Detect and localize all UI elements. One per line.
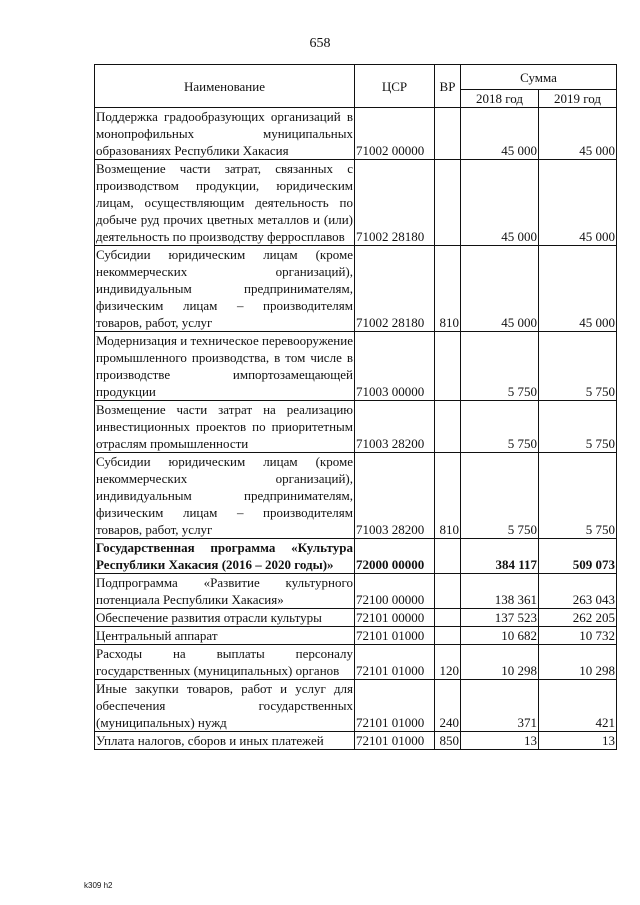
table-row [95,627,617,645]
cell-vr [435,609,461,627]
cell-name: Государственная программа «Культура Республики Хакасия (2016 – 2020 годы)» [96,540,353,572]
cell-2018: 45 000 [461,108,539,160]
cell-2019: 262 205 [539,609,617,627]
page-number: 658 [309,36,331,51]
cell-2018: 10 682 [461,627,539,645]
cell-2019: 5 750 [539,453,617,539]
cell-2019: 421 [539,680,617,732]
cell-2019: 10 298 [539,645,617,680]
cell-2018: 13 [461,732,539,750]
cell-name: Возмещение части затрат, связанных с производством продукции, юридическим лицам, осуществляющим деятельность по добыче руд прочих цветных металлов и (или) деятельность по производству ферросплавов [96,161,353,244]
cell-2018: 5 750 [461,401,539,453]
cell-2019: 13 [539,732,617,750]
cell-vr [435,539,461,574]
cell-vr: 810 [435,246,461,332]
cell-vr: 810 [435,453,461,539]
table-row [95,609,617,627]
cell-vr: 120 [435,645,461,680]
table-row [95,453,617,539]
cell-name: Иные закупки товаров, работ и услуг для обеспечения государственных (муниципальных) нужд [96,681,353,730]
table-row [95,680,617,732]
cell-csr: 71003 28200 [355,401,435,453]
cell-name: Центральный аппарат [95,627,355,645]
header-vr: ВР [435,65,461,108]
cell-2018: 384 117 [461,539,539,574]
footer-code: k309 h2 [84,881,113,890]
cell-csr: 71002 28180 [355,246,435,332]
cell-2018: 45 000 [461,246,539,332]
cell-2018: 5 750 [461,453,539,539]
table-row [95,645,617,680]
header-year-2018: 2018 год [461,90,539,108]
cell-vr [435,160,461,246]
cell-csr: 71003 28200 [355,453,435,539]
cell-2019: 263 043 [539,574,617,609]
cell-csr: 72000 00000 [355,539,435,574]
table-row [95,732,617,750]
cell-2019: 5 750 [539,401,617,453]
cell-vr: 850 [435,732,461,750]
cell-2019: 509 073 [539,539,617,574]
cell-2019: 45 000 [539,246,617,332]
cell-csr: 72101 01000 [355,645,435,680]
cell-vr: 240 [435,680,461,732]
cell-name: Субсидии юридическим лицам (кроме некоммерческих организаций), индивидуальным предпринимателям, физическим лицам – производителям товаров, работ, услуг [96,247,353,330]
cell-csr: 72100 00000 [355,574,435,609]
cell-2019: 5 750 [539,332,617,401]
cell-vr [435,401,461,453]
table-row [95,401,617,453]
table-row [95,160,617,246]
table-row [95,108,617,160]
cell-vr [435,332,461,401]
cell-name: Расходы на выплаты персоналу государственных (муниципальных) органов [96,646,353,678]
header-year-2019: 2019 год [539,90,617,108]
header-sum: Сумма [461,65,617,90]
cell-csr: 71002 00000 [355,108,435,160]
cell-2018: 10 298 [461,645,539,680]
cell-2018: 5 750 [461,332,539,401]
cell-2018: 138 361 [461,574,539,609]
table-row [95,539,617,574]
cell-2018: 371 [461,680,539,732]
cell-2018: 45 000 [461,160,539,246]
header-csr: ЦСР [355,65,435,108]
cell-vr [435,574,461,609]
cell-name: Субсидии юридическим лицам (кроме некоммерческих организаций), индивидуальным предпринимателям, физическим лицам – производителям товаров, работ, услуг [96,454,353,537]
table-row [95,246,617,332]
cell-2018: 137 523 [461,609,539,627]
cell-csr: 72101 01000 [355,627,435,645]
budget-table [94,64,617,750]
cell-2019: 45 000 [539,108,617,160]
cell-name: Подпрограмма «Развитие культурного потенциала Республики Хакасия» [96,575,353,607]
cell-csr: 71002 28180 [355,160,435,246]
table-row [95,574,617,609]
table-row [95,332,617,401]
cell-csr: 71003 00000 [355,332,435,401]
cell-vr [435,108,461,160]
cell-name: Поддержка градообразующих организаций в монопрофильных муниципальных образованиях Республики Хакасия [96,109,353,158]
cell-name: Уплата налогов, сборов и иных платежей [95,732,355,750]
cell-name: Модернизация и техническое перевооружение промышленного производства, в том числе в производстве импортозамещающей продукции [96,333,353,399]
cell-2019: 10 732 [539,627,617,645]
cell-csr: 72101 01000 [355,732,435,750]
cell-csr: 72101 00000 [355,609,435,627]
cell-name: Возмещение части затрат на реализацию инвестиционных проектов по приоритетным отраслям промышленности [96,402,353,451]
cell-csr: 72101 01000 [355,680,435,732]
cell-vr [435,627,461,645]
table-body [95,108,617,750]
cell-name: Обеспечение развития отрасли культуры [95,609,355,627]
header-name: Наименование [95,65,355,108]
cell-2019: 45 000 [539,160,617,246]
